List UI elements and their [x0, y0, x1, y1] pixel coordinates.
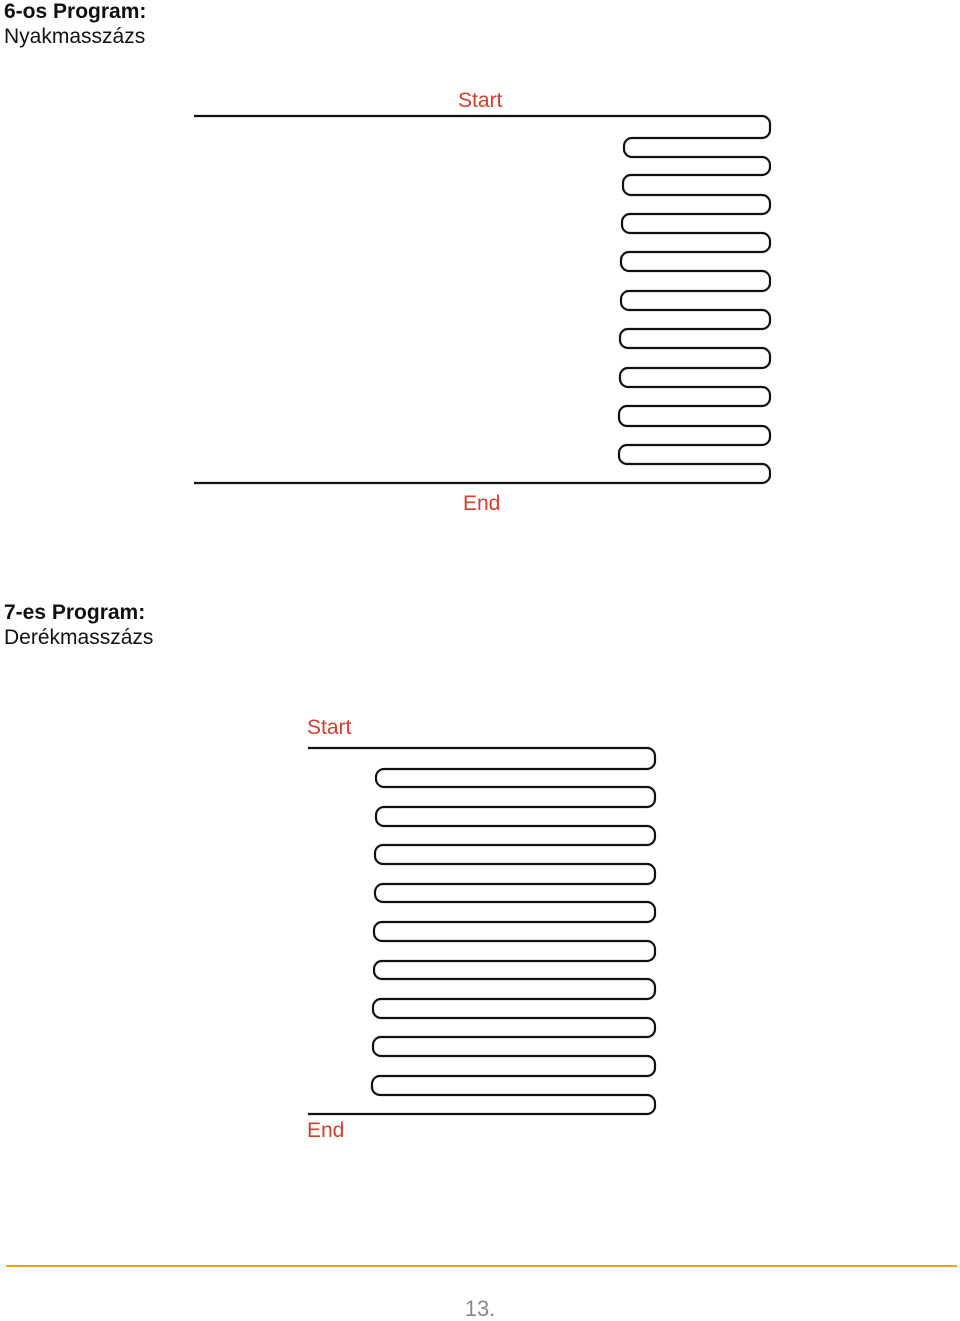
program-6-end-label: End — [463, 492, 501, 515]
program-6-start-label: Start — [458, 89, 503, 112]
page-number: 13. — [464, 1296, 496, 1321]
program-7-end-label: End — [307, 1119, 345, 1142]
program-6-title: 6-os Program: — [4, 0, 147, 23]
footer-divider — [6, 1265, 957, 1267]
program-6-subtitle: Nyakmasszázs — [4, 25, 146, 48]
program-7-title: 7-es Program: — [4, 601, 146, 624]
program-7-subtitle: Derékmasszázs — [4, 626, 154, 649]
program-7-start-label: Start — [307, 716, 352, 739]
